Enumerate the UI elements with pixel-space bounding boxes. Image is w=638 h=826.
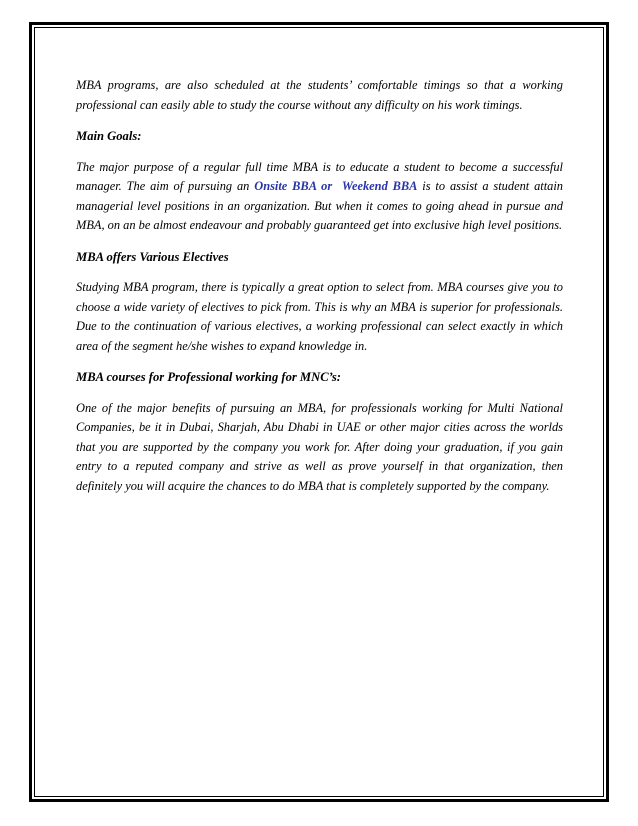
intro-paragraph: MBA programs, are also scheduled at the students’ comfortable timings so that a working professional can easily able to study the course without any difficulty on his work timings.: [76, 78, 563, 112]
onsite-bba-link[interactable]: Onsite BBA or: [254, 179, 333, 193]
heading-mnc: MBA courses for Professional working for MNC’s:: [76, 370, 341, 384]
main-goals-text-2: is to assist a student attain managerial level positions in an organization. But when it comes to going ahead in pursue and MBA, on an be almost endeavour and probably guaranteed get into exclusive high level positions.: [76, 179, 563, 232]
weekend-bba-link[interactable]: Weekend BBA: [341, 179, 418, 193]
main-goals-text-1: The major purpose of a regular full time MBA is to educate a student to become a successful manager. The aim of pursuing an: [76, 159, 563, 193]
main-goals-paragraph: [76, 158, 563, 236]
document-body: [76, 76, 563, 508]
heading-main-goals: Main Goals:: [76, 129, 142, 143]
mnc-paragraph: One of the major benefits of pursuing an MBA, for professionals working for Multi National Companies, be it in Dubai, Sharjah, Abu Dhabi in UAE or other major cities across the worlds that you are supported by the company you work for. After doing your graduation, if you gain entry to a reputed company and strive as well as prove yourself in that organization, then definitely you will acquire the chances to do MBA that is completely supported by the company.: [76, 400, 563, 493]
electives-paragraph: Studying MBA program, there is typically a great option to select from. MBA courses give you to choose a wide variety of electives to pick from. This is why an MBA is superior for professionals. Due to the continuation of various electives, a working professional can select exactly in which area of the segment he/she wishes to expand knowledge in.: [76, 280, 563, 353]
heading-electives: MBA offers Various Electives: [76, 249, 229, 264]
